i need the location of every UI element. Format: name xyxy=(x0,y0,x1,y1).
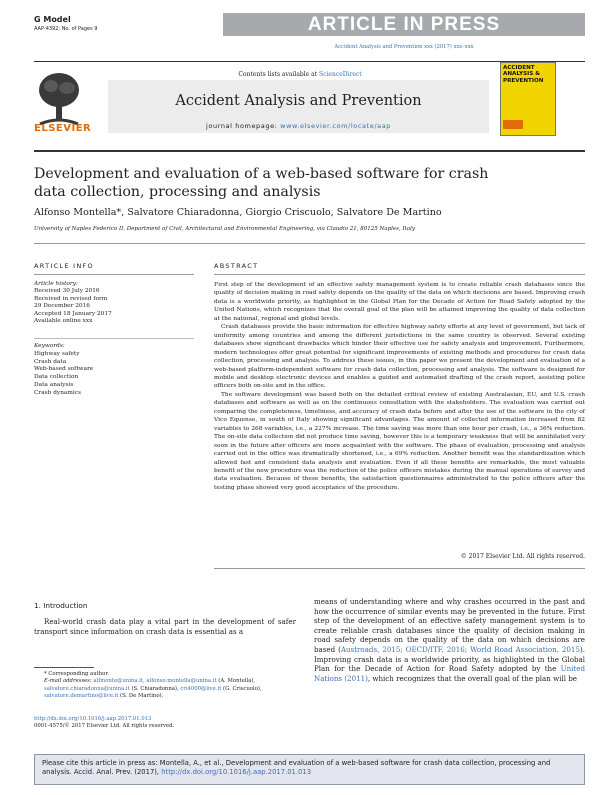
article-code: AAP-4392; No. of Pages 9 xyxy=(34,26,98,32)
author-list: Alfonso Montella*, Salvatore Chiaradonna, Giorgio Criscuolo, Salvatore De Martino xyxy=(34,207,442,218)
copyright: © 2017 Elsevier Ltd. All rights reserved. xyxy=(460,553,585,560)
keywords-label: Keywords: xyxy=(34,343,65,349)
email-link[interactable]: cri4000@live.it xyxy=(180,685,222,692)
header-bottom-rule xyxy=(34,150,585,152)
abstract-paragraph: First step of the development of an effective safety management system is to create reliable crash databases since the quality of decision making in road safety depends on the quality of the data on which decisions are based. Improving crash data is a worldwide priority, as highlighted in the Global Plan for the Decade of Action for Road Safety adopted by the United Nations, which recognizes that the overall goal of the plan will be attained improving the quality of data collection at the national, regional and global levels. xyxy=(214,282,585,322)
intro-paragraph-right xyxy=(314,597,585,683)
footnote xyxy=(34,671,296,701)
article-info-rule xyxy=(34,274,194,275)
corresponding-author: * Corresponding author. xyxy=(44,671,109,677)
publisher-name: ELSEVIER xyxy=(34,123,92,134)
abstract-heading: ABSTRACT xyxy=(214,262,259,270)
footnote-rule xyxy=(34,667,94,668)
email-link[interactable]: salvatore.demartino@live.it xyxy=(44,693,119,700)
email-owner: (G. Criscuolo), xyxy=(221,685,262,692)
doi-block xyxy=(34,716,296,730)
intro-text: ). Improving crash data is a worldwide priority, as highlighted in the Global Plan for the Decade of Action for Road Safety adopted by the xyxy=(314,644,585,674)
keyword: Crash dynamics xyxy=(34,389,81,396)
keywords-rule xyxy=(34,338,194,339)
email-link[interactable]: alfmonte@unina.it, alfonso.montella@unina.it xyxy=(93,678,217,685)
journal-homepage xyxy=(108,122,489,130)
abstract-end-rule xyxy=(214,568,585,569)
citation-box xyxy=(34,754,585,785)
model-label: G Model xyxy=(34,15,71,24)
abstract-rule xyxy=(214,274,585,275)
reference-link[interactable]: United Nations (2011) xyxy=(314,664,585,683)
cover-publisher-mark xyxy=(503,120,523,129)
sciencedirect-link[interactable]: ScienceDirect xyxy=(319,71,362,78)
cover-title: ACCIDENT ANALYSIS & PREVENTION xyxy=(503,65,544,84)
abstract-paragraph: The software development was based both on the detailed critical review of existing Australasian, EU, and U.S. crash databases and software as well as on the continuous consultation with the stakeholders. The evaluation was carried out comparing the completeness, timeliness, and accuracy of crash data before and after the use of the software in the city of Vico Equense, in south of Italy showing significant advantages. The amount of collected information increased from 82 variables to 268 variables, i.e., a 227% increase. The time saving was more than one hour per crash, i.e., a 36% reduction. The on-site data collection did not produce time saving, however this is a temporary weakness that will be annihilated very soon in the future after officers are more acquainted with the software. The phase of evaluation, processing and analysis carried out in the office was dramatically shortened, i.e., a 69% reduction. Another benefit was the standardization which allowed fast and consistent data analysis and evaluation. Even if all these benefits are remarkable, the most valuable benefit of the new procedure was the reduction of the police officers mistakes during the manual operations of survey and data evaluation. Because of these benefits, the satisfaction questionnaires administrated to the police officers after the testing phase showed very good acceptance of the procedure. xyxy=(214,391,585,491)
history-item: Received 30 July 2016 xyxy=(34,288,100,295)
email-label: E-mail addresses: xyxy=(44,678,92,685)
doi-link[interactable]: http://dx.doi.org/10.1016/j.aap.2017.01.013 xyxy=(34,716,152,722)
email-owner: (A. Montella), xyxy=(216,678,256,685)
contents-prefix: Contents lists available at xyxy=(238,71,318,78)
keyword: Data analysis xyxy=(34,381,74,388)
intro-text: means of understanding where and why crashes occurred in the past and how the occurrence of similar events may be prevented in the future. First step of the development of an effective safety management system is to create reliable crash databases since the quality of decision making in road safety depends on the quality of the data on which decisions are based ( xyxy=(314,597,585,654)
article-in-press-banner: ARTICLE IN PRESS xyxy=(223,13,585,36)
keywords xyxy=(34,343,194,398)
history-item: 29 December 2016 xyxy=(34,303,90,310)
homepage-prefix: journal homepage: xyxy=(205,122,278,130)
article-title: Development and evaluation of a web-based software for crash data collection, processing and analysis xyxy=(34,166,489,200)
keyword: Crash data xyxy=(34,358,67,365)
keyword: Highway safety xyxy=(34,350,80,357)
homepage-link[interactable]: www.elsevier.com/locate/aap xyxy=(280,122,391,130)
abstract-body xyxy=(214,281,585,492)
article-history xyxy=(34,281,194,325)
history-item: Received in revised form xyxy=(34,295,108,302)
email-owner: (S. Chiaradonna), xyxy=(129,685,181,692)
abstract-paragraph: Crash databases provide the basic information for effective highway safety efforts at any level of government, but lack of uniformity among countries and among the different jurisdictions in the same country is observed. Several existing databases show significant drawbacks which hinder their effective use for safety analysis and improvement. Furthermore, modern technologies offer great potential for significant improvements of existing methods and procedures for crash data collection, processing and analysis. To address these issues, in this paper we present the development and evaluation of a web-based platform-independent software for crash data collection, processing and analysis. The software is designed for mobile and desktop electronic devices and enables a guided and automated drafting of the crash report, assisting police officers both on-site and in the office. xyxy=(214,324,585,390)
title-divider xyxy=(34,243,585,244)
contents-line xyxy=(120,71,480,78)
email-link[interactable]: salvatore.chiaradonna@unina.it xyxy=(44,685,130,692)
history-label: Article history: xyxy=(34,281,78,287)
article-info-heading: ARTICLE INFO xyxy=(34,262,94,270)
history-item: Accepted 18 January 2017 xyxy=(34,310,112,317)
journal-title: Accident Analysis and Prevention xyxy=(175,93,422,109)
history-item: Available online xxx xyxy=(34,318,93,325)
citation-doi-link[interactable]: http://dx.doi.org/10.1016/j.aap.2017.01.013 xyxy=(161,768,312,776)
intro-paragraph-left xyxy=(34,617,296,636)
affiliation: University of Naples Federico II, Department of Civil, Architectural and Environmental Engineering, via Claudio 21, 80125 Naples, Italy xyxy=(34,226,416,232)
issn-line: 0001-4575/© 2017 Elsevier Ltd. All rights reserved. xyxy=(34,723,175,729)
banner-citation-link[interactable]: Accident Analysis and Prevention xxx (2017) xxx–xxx xyxy=(334,44,474,50)
section-heading-introduction: 1. Introduction xyxy=(34,601,88,610)
email-owner: (S. De Martino). xyxy=(118,693,164,700)
intro-text: , which recognizes that the overall goal of the plan will be xyxy=(367,673,577,683)
keyword: Web-based software xyxy=(34,366,94,373)
keyword: Data collection xyxy=(34,374,79,381)
reference-link[interactable]: Austroads, 2015; OECD/ITF, 2016; World Road Association, 2015 xyxy=(340,644,580,654)
intro-text: Real-world crash data play a vital part in the development of safer transport since information on crash data is essential as a xyxy=(34,617,296,636)
citation-text: Please cite this article in press as: Montella, A., et al., Development and evaluation of a web-based software for crash data collection, processing and analysis. Accid. Anal. Prev. (2017), xyxy=(42,759,551,776)
